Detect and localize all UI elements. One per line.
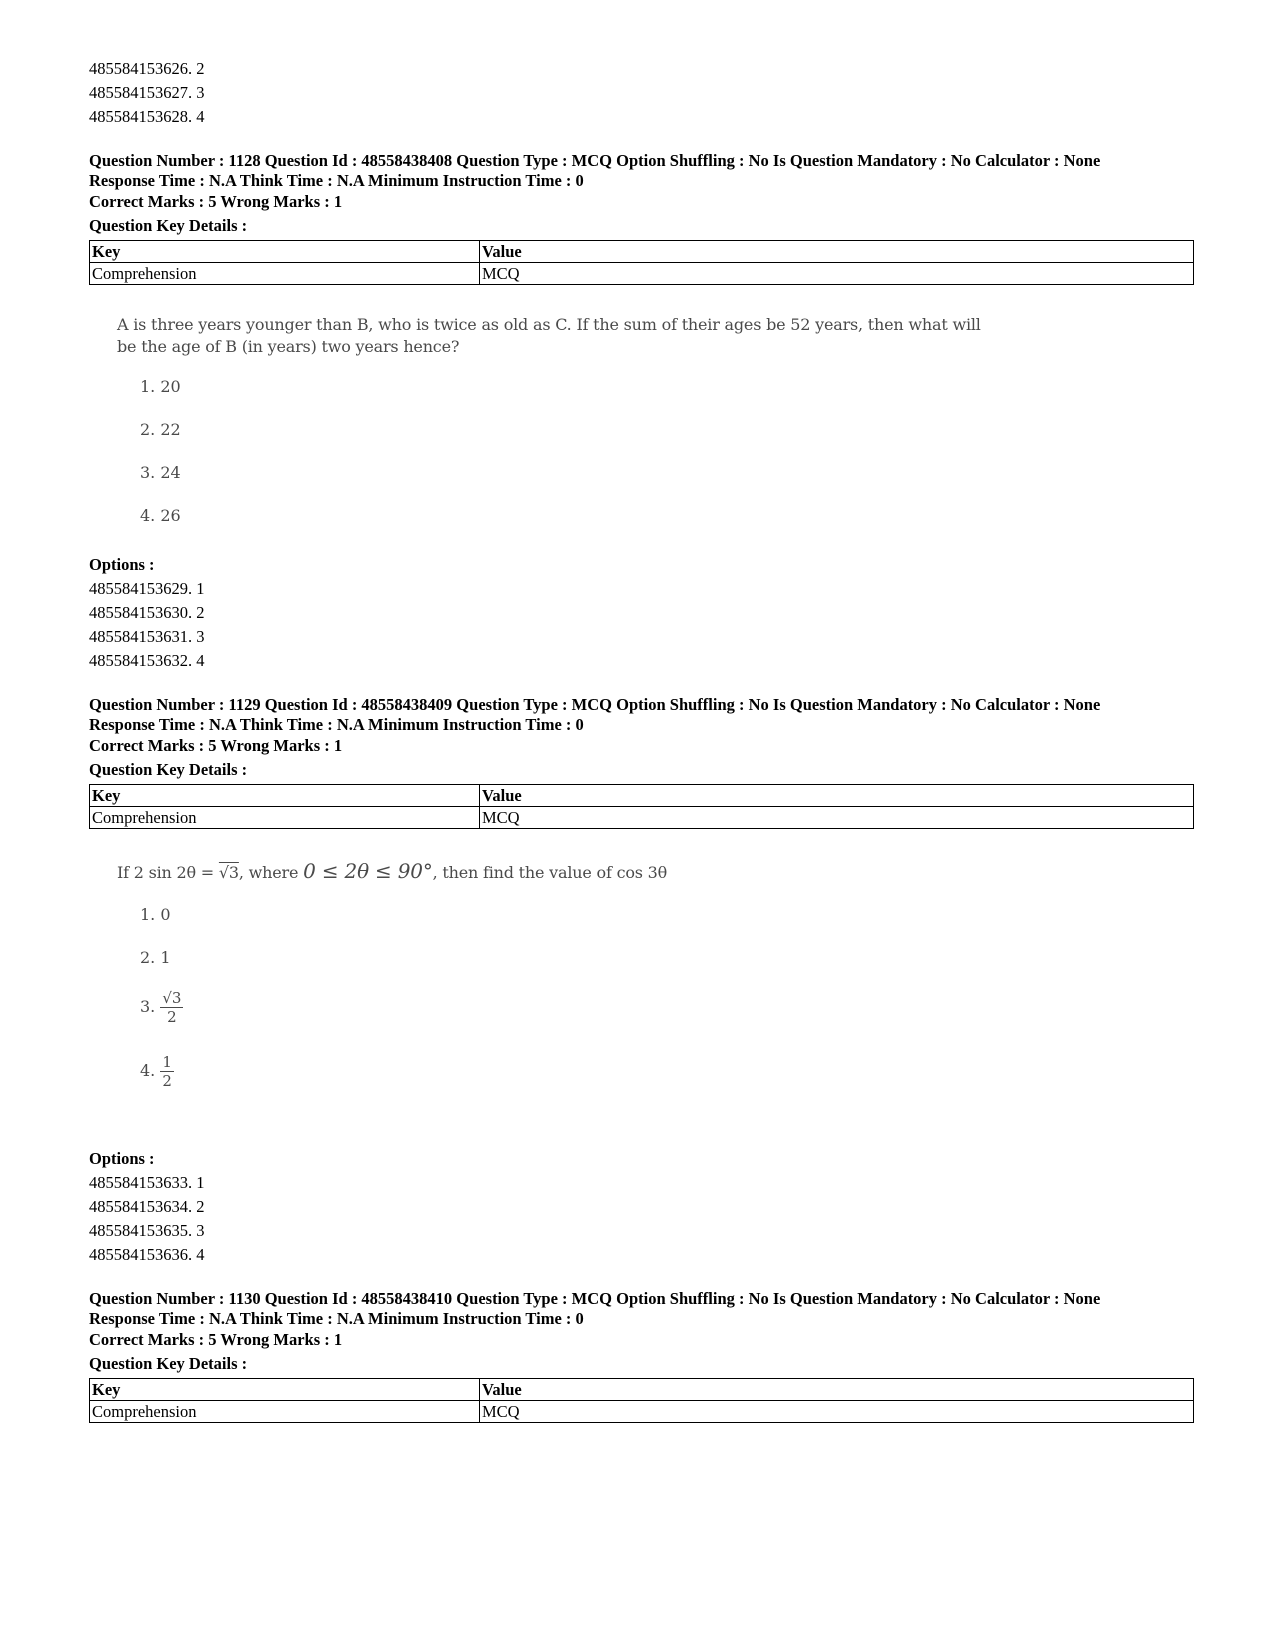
answer-choice-1: 1. 20: [140, 377, 181, 396]
option-id: 485584153636. 4: [89, 1245, 205, 1264]
key-details-table: [89, 240, 1194, 285]
question-stem: [117, 859, 667, 885]
marks-line: Correct Marks : 5 Wrong Marks : 1: [89, 736, 343, 755]
answer-choice-3: 3. 24: [140, 463, 181, 482]
key-details-table: [89, 1378, 1194, 1423]
table-header-value: Value: [480, 785, 1194, 807]
table-cell-key: Comprehension: [90, 263, 480, 285]
table-row: [90, 263, 1194, 285]
previous-options-list: [89, 57, 1194, 129]
answer-choice-2: 2. 22: [140, 420, 181, 439]
option-id: 485584153626. 2: [89, 59, 205, 78]
marks-line: Correct Marks : 5 Wrong Marks : 1: [89, 192, 343, 211]
fraction-numerator: 1: [162, 1053, 172, 1071]
answer-choice-1: 1. 0: [140, 905, 171, 924]
stem-condition: 0 ≤ 2θ ≤ 90°: [303, 859, 433, 883]
fraction: [160, 989, 183, 1026]
choice-prefix: 3.: [140, 997, 156, 1016]
question-stem-line1: A is three years younger than B, who is twice as old as C. If the sum of their ages be 52 years, then what will: [117, 315, 981, 334]
stem-text-c: , then find the value of cos 3θ: [432, 863, 668, 882]
option-id: 485584153631. 3: [89, 627, 205, 646]
question-block-1128: [89, 151, 1194, 673]
fraction-numerator: √3: [162, 989, 182, 1007]
question-image: [89, 285, 1194, 553]
option-id: 485584153629. 1: [89, 579, 205, 598]
key-details-label: Question Key Details :: [89, 1354, 248, 1373]
question-header-line1: Question Number : 1128 Question Id : 48558438408 Question Type : MCQ Option Shuffling : No Is Question Mandatory : No Calculator : None: [89, 151, 1101, 170]
answer-choice-3: [140, 989, 183, 1026]
option-id: 485584153628. 4: [89, 107, 205, 126]
options-label: Options :: [89, 555, 155, 574]
answer-choice-4: [140, 1053, 174, 1090]
stem-text-b: , where: [238, 863, 304, 882]
option-id: 485584153632. 4: [89, 651, 205, 670]
question-image: [89, 829, 1194, 1147]
question-header-line1: Question Number : 1129 Question Id : 48558438409 Question Type : MCQ Option Shuffling : No Is Question Mandatory : No Calculator : None: [89, 695, 1101, 714]
options-label: Options :: [89, 1149, 155, 1168]
stem-text-a: If 2 sin 2θ =: [117, 863, 219, 882]
table-cell-key: Comprehension: [90, 807, 480, 829]
table-row: [90, 1401, 1194, 1423]
fraction-denominator: 2: [167, 1008, 177, 1026]
option-id: 485584153630. 2: [89, 603, 205, 622]
table-header-row: [90, 785, 1194, 807]
table-header-value: Value: [480, 241, 1194, 263]
key-details-table: [89, 784, 1194, 829]
fraction: [160, 1053, 174, 1090]
fraction-denominator: 2: [162, 1072, 172, 1090]
choice-prefix: 4.: [140, 1061, 156, 1080]
table-header-key: Key: [90, 1379, 480, 1401]
table-cell-value: MCQ: [480, 807, 1194, 829]
table-header-key: Key: [90, 785, 480, 807]
question-header-line2: Response Time : N.A Think Time : N.A Minimum Instruction Time : 0: [89, 1308, 584, 1328]
option-id: 485584153627. 3: [89, 83, 205, 102]
table-header-row: [90, 241, 1194, 263]
option-id: 485584153633. 1: [89, 1173, 205, 1192]
table-header-key: Key: [90, 241, 480, 263]
table-cell-value: MCQ: [480, 263, 1194, 285]
key-details-label: Question Key Details :: [89, 216, 248, 235]
table-header-row: [90, 1379, 1194, 1401]
table-row: [90, 807, 1194, 829]
question-header-line2: Response Time : N.A Think Time : N.A Minimum Instruction Time : 0: [89, 714, 584, 734]
table-cell-value: MCQ: [480, 1401, 1194, 1423]
answer-choice-4: 4. 26: [140, 506, 181, 525]
question-stem-line2: be the age of B (in years) two years hence?: [117, 337, 460, 356]
question-block-1130: [89, 1289, 1194, 1423]
option-id: 485584153635. 3: [89, 1221, 205, 1240]
marks-line: Correct Marks : 5 Wrong Marks : 1: [89, 1330, 343, 1349]
question-header-line1: Question Number : 1130 Question Id : 48558438410 Question Type : MCQ Option Shuffling : No Is Question Mandatory : No Calculator : None: [89, 1289, 1101, 1308]
stem-sqrt: √3: [218, 863, 239, 882]
table-cell-key: Comprehension: [90, 1401, 480, 1423]
question-paper-page: [89, 57, 1194, 1423]
key-details-label: Question Key Details :: [89, 760, 248, 779]
table-header-value: Value: [480, 1379, 1194, 1401]
question-block-1129: [89, 695, 1194, 1267]
question-header-line2: Response Time : N.A Think Time : N.A Minimum Instruction Time : 0: [89, 170, 584, 190]
option-id: 485584153634. 2: [89, 1197, 205, 1216]
answer-choice-2: 2. 1: [140, 948, 171, 967]
